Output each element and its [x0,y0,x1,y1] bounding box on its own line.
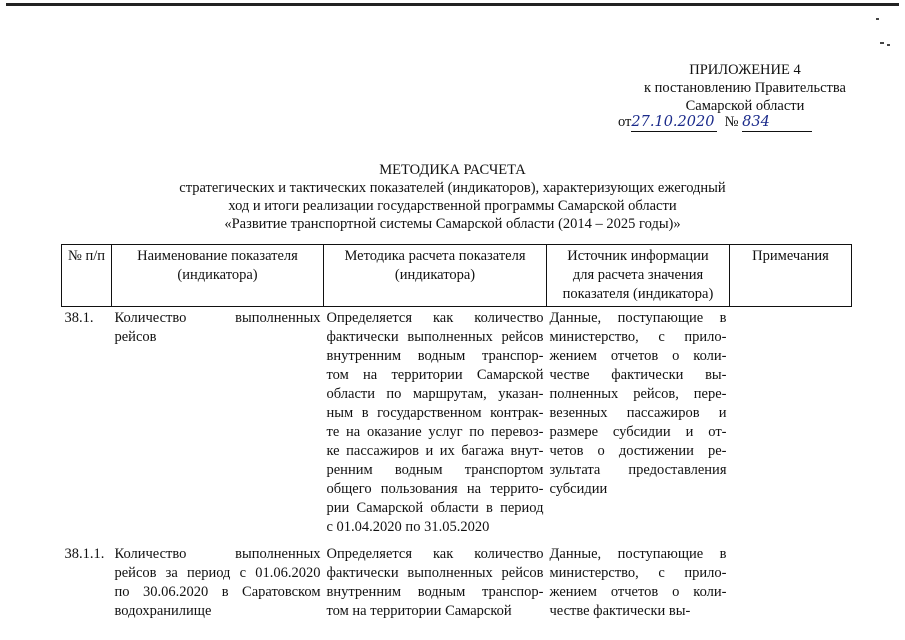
header-method: Методика расчета показателя (индикатора) [324,245,547,307]
scan-speck [876,18,879,20]
appendix-date-number [618,114,812,132]
cell-method-line: общего пользования на террито- [326,481,544,497]
cell-source-line: зультата предоставления [549,462,727,478]
number-prefix: № [724,114,739,130]
cell-method-line: ке пассажиров и их багажа внут- [326,443,544,459]
table-header-row [62,245,852,307]
cell-source-line: субсидии [549,481,608,497]
cell-name-line: рейсов [114,329,157,345]
cell-method-line: Определяется как количество [326,310,544,326]
appendix-resolution: к постановлению Правительства [644,80,846,96]
title-sub-1: стратегических и тактических показателей (индикаторов), характеризующих ежегодный [179,180,726,196]
cell-source-line: Данные, поступающие в [549,310,727,326]
cell-source-line: жением отчетов о коли- [549,584,727,600]
cell-num: 38.1.1. [64,546,105,562]
header-source: Источник информации для расчета значения показателя (индикатора) [547,245,730,307]
cell-source-line: четов о достижении ре- [549,443,727,459]
appendix-title: ПРИЛОЖЕНИЕ 4 [689,62,801,78]
cell-source [547,307,730,540]
header-name: Наименование показателя (индикатора) [112,245,324,307]
table-row [62,539,852,623]
handwritten-number: 834 [742,114,770,130]
cell-method-line: внутренним водным транспор- [326,348,544,364]
header-notes: Примечания [730,245,852,307]
cell-source-line: жением отчетов о коли- [549,348,727,364]
appendix-block [600,61,890,115]
date-prefix: от [618,114,632,130]
header-num: № п/п [62,245,112,307]
cell-name [112,307,324,540]
cell-name-line: Количество выполненных [114,546,321,562]
title-heading: МЕТОДИКА РАСЧЕТА [379,162,526,178]
cell-method-line: том на территории Самарской [326,603,512,619]
cell-source-line: везенных пассажиров и [549,405,727,421]
indicator-table [61,244,852,623]
cell-method [324,539,547,623]
cell-method-line: фактически выполненных рейсов [326,565,544,581]
cell-source-line: честве фактически вы- [549,367,727,383]
cell-source-line: честве фактически вы- [549,603,691,619]
cell-method-line: том на территории Самарской [326,367,544,383]
top-border-line [6,3,899,6]
cell-source-line: министерство, с прило- [549,565,727,581]
cell-method-line: фактически выполненных рейсов [326,329,544,345]
cell-method-line: рии Самарской области в период [326,500,544,516]
title-sub-3: «Развитие транспортной системы Самарской области (2014 – 2025 годы)» [224,216,681,232]
cell-name [112,539,324,623]
scan-speck [880,42,884,44]
handwritten-date: 27.10.2020 [631,114,715,130]
cell-notes [730,307,852,540]
scan-speck [887,44,890,46]
appendix-region: Самарской области [685,98,805,114]
title-sub-2: ход и итоги реализации государственной программы Самарской области [228,198,677,214]
cell-source-line: Данные, поступающие в [549,546,727,562]
cell-method-line: с 01.04.2020 по 31.05.2020 [326,519,490,535]
cell-name-line: Количество выполненных [114,310,321,326]
cell-source-line: полненных рейсов, пере- [549,386,727,402]
cell-source [547,539,730,623]
cell-method-line: ным в государственном контрак- [326,405,544,421]
cell-name-line: рейсов за период с 01.06.2020 [114,565,321,581]
document-title [100,161,805,233]
cell-name-line: по 30.06.2020 в Саратовском [114,584,321,600]
cell-method-line: те на оказание услуг по перевоз- [326,424,544,440]
cell-source-line: размере субсидии и от- [549,424,727,440]
cell-name-line: водохранилище [114,603,212,619]
cell-method-line: области по маршрутам, указан- [326,386,544,402]
cell-source-line: министерство, с прило- [549,329,727,345]
cell-method-line: ренним водным транспортом [326,462,544,478]
cell-method-line: Определяется как количество [326,546,544,562]
table-row [62,307,852,540]
cell-method-line: внутренним водным транспор- [326,584,544,600]
cell-notes [730,539,852,623]
cell-method [324,307,547,540]
cell-num: 38.1. [64,310,94,326]
